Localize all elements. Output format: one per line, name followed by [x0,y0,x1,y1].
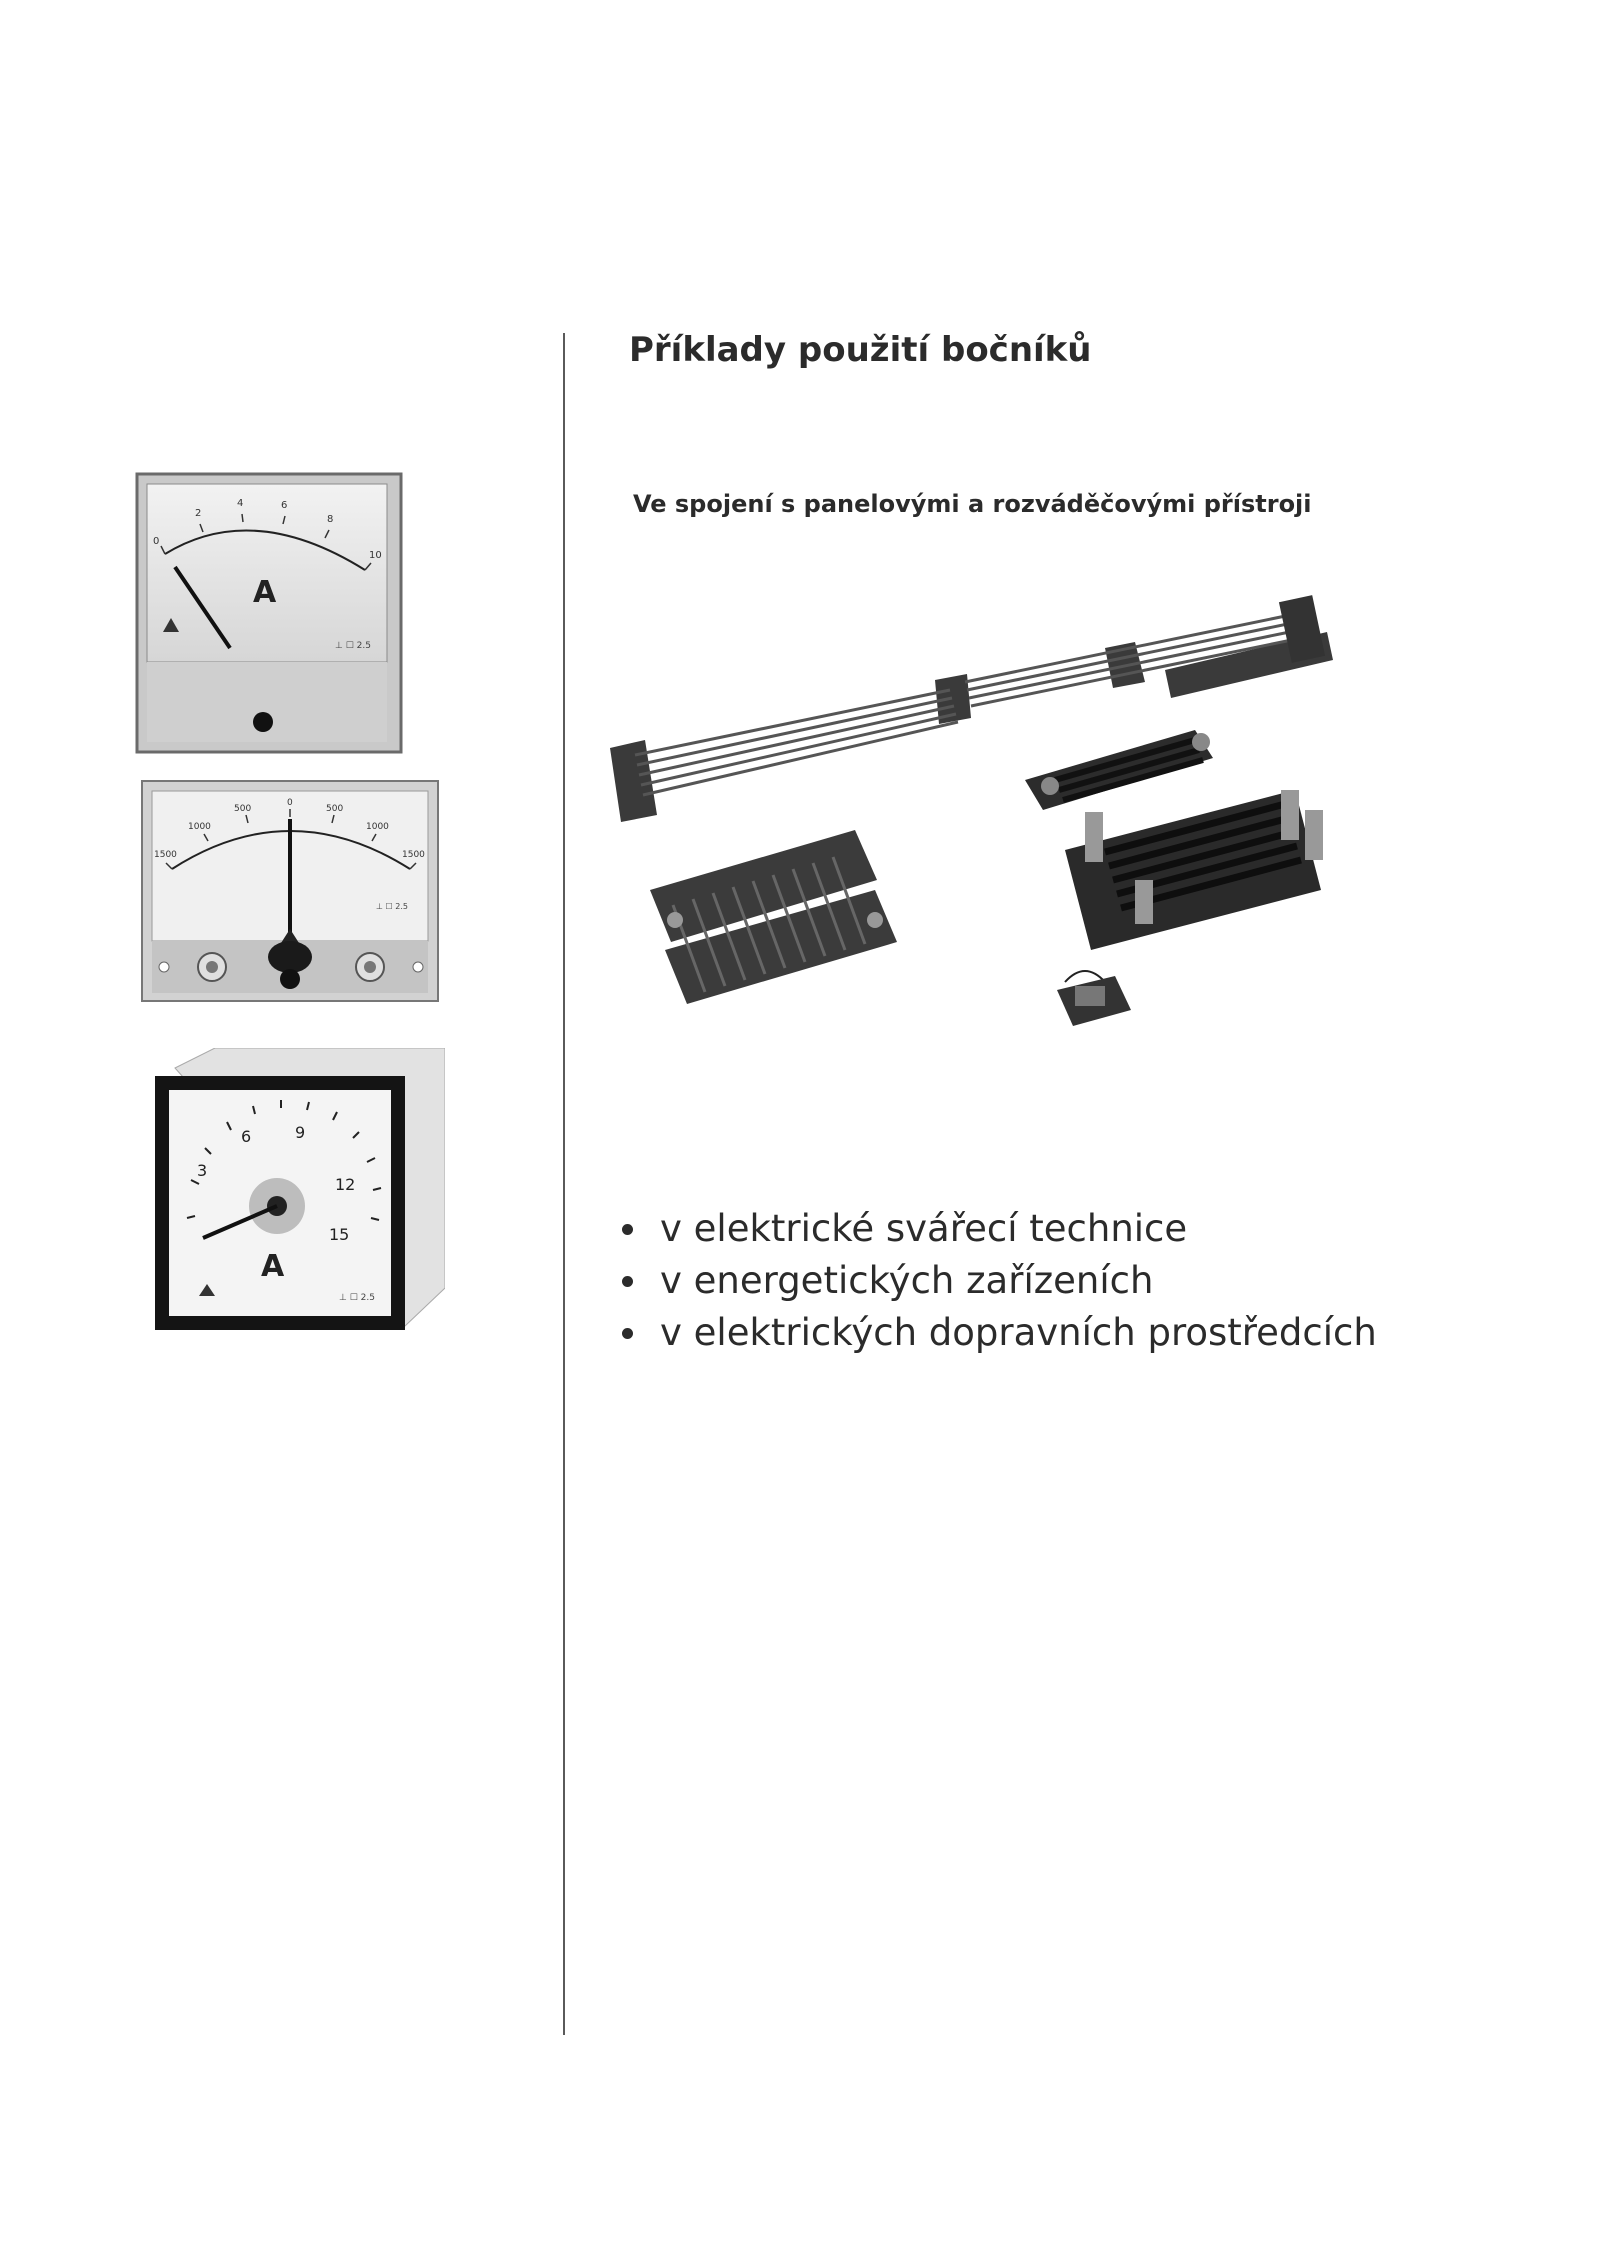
section-subtitle: Ve spojení s panelovými a rozváděčovými přístroji [633,490,1312,518]
list-item [622,1255,1377,1307]
unit-label: A [261,1249,285,1284]
scale-label: 12 [335,1175,356,1194]
list-item-text: v energetických zařízeních [660,1259,1154,1302]
bullet-icon [622,1276,633,1287]
scale-label: 3 [197,1161,208,1180]
scale-label: 15 [329,1225,350,1244]
scale-label: 6 [281,500,288,511]
scale-label: 1500 [154,850,177,860]
scale-label: 10 [369,550,382,561]
scale-label: 1000 [366,822,389,832]
square-ammeter-0-15a-image [155,1048,445,1333]
svg-text:⊥ ☐ 2.5: ⊥ ☐ 2.5 [339,1293,375,1303]
list-item [622,1203,1377,1255]
svg-text:⊥ ☐ 2.5: ⊥ ☐ 2.5 [335,641,371,651]
bullet-icon [622,1224,633,1235]
scale-label: 1000 [188,822,211,832]
shunt-resistors-image [605,590,1405,1070]
scale-label: 0 [153,536,160,547]
scale-label: 9 [295,1123,306,1142]
scale-label: 1500 [402,850,425,860]
ammeter-0-10a-image [135,472,405,754]
svg-text:⊥ ☐ 2.5: ⊥ ☐ 2.5 [376,902,408,911]
scale-label: 6 [241,1127,252,1146]
bullet-icon [622,1328,633,1339]
unit-label: A [253,575,277,610]
list-item-text: v elektrických dopravních prostředcích [660,1311,1377,1354]
scale-label: 4 [237,498,244,509]
scale-label: 500 [234,804,252,814]
list-item-text: v elektrické svářecí technice [660,1207,1188,1250]
scale-label: 500 [326,804,344,814]
application-list [622,1203,1377,1359]
scale-label: 0 [287,798,293,808]
list-item [622,1307,1377,1359]
scale-label: 8 [327,514,334,525]
column-divider [563,333,565,2035]
page-title: Příklady použití bočníků [629,330,1092,370]
centre-zero-ammeter-image [140,779,440,1003]
scale-label: 2 [195,508,202,519]
